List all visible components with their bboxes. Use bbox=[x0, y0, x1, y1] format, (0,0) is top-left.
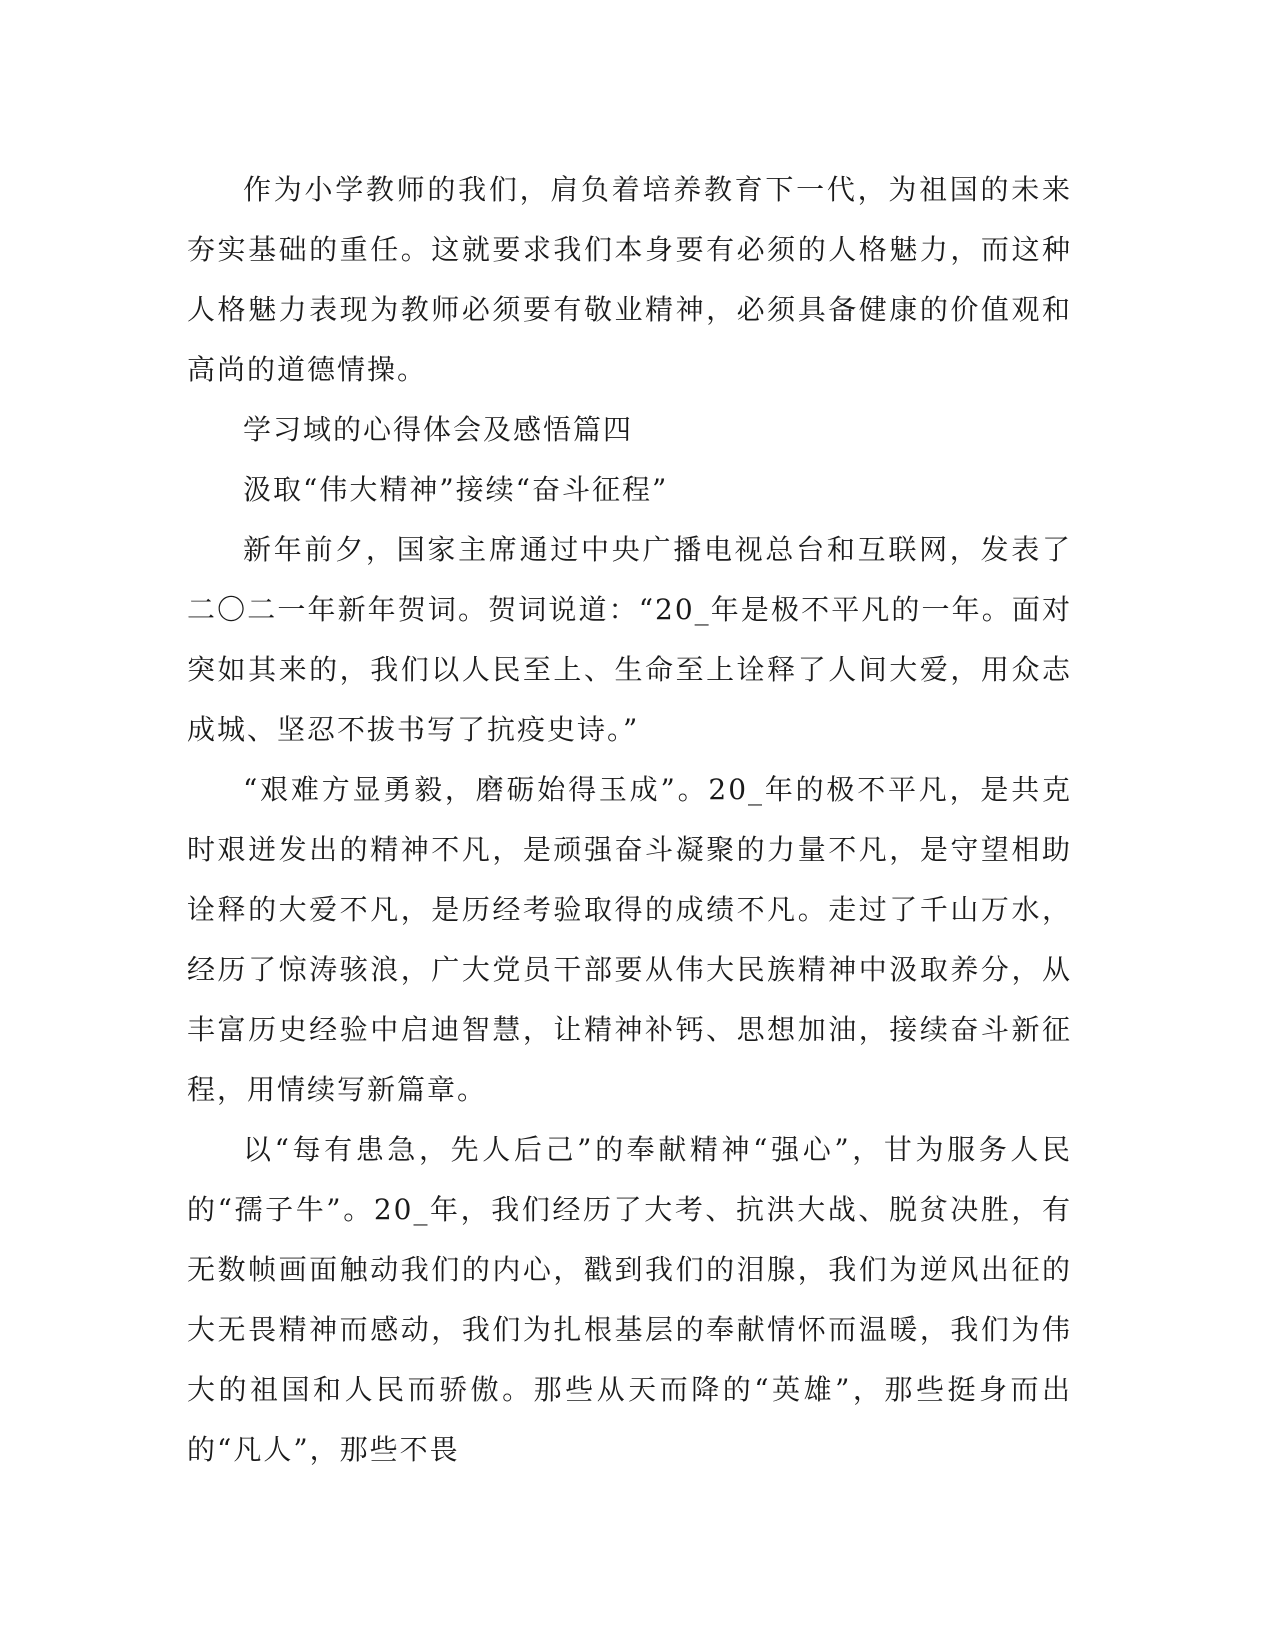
document-body bbox=[187, 160, 1072, 1480]
paragraph-dedication-spirit: 以“每有患急，先人后己”的奉献精神“强心”，甘为服务人民的“孺子牛”。20_年，我们经历了大考、抗洪大战、脱贫决胜，有无数帧画面触动我们的内心，戳到我们的泪腺，我们为逆风出征的大无畏精神而感动，我们为扎根基层的奉献情怀而温暖，我们为伟大的祖国和人民而骄傲。那些从天而降的“英雄”，那些挺身而出的“凡人”，那些不畏 bbox=[187, 1133, 1072, 1466]
section-subtitle: 汲取“伟大精神”接续“奋斗征程” bbox=[243, 473, 669, 506]
section-title: 学习域的心得体会及感悟篇四 bbox=[243, 413, 634, 446]
paragraph-new-year-address: 新年前夕，国家主席通过中央广播电视总台和互联网，发表了二〇二一年新年贺词。贺词说道：“20_年是极不平凡的一年。面对突如其来的，我们以人民至上、生命至上诠释了人间大爱，用众志成城、坚忍不拔书写了抗疫史诗。” bbox=[187, 533, 1072, 746]
paragraph-hardship-spirit: “艰难方显勇毅，磨砺始得玉成”。20_年的极不平凡，是共克时艰迸发出的精神不凡，是顽强奋斗凝聚的力量不凡，是守望相助诠释的大爱不凡，是历经考验取得的成绩不凡。走过了千山万水，经历了惊涛骇浪，广大党员干部要从伟大民族精神中汲取养分，从丰富历史经验中启迪智慧，让精神补钙、思想加油，接续奋斗新征程，用情续写新篇章。 bbox=[187, 773, 1072, 1106]
paragraph-teacher-responsibility: 作为小学教师的我们，肩负着培养教育下一代，为祖国的未来夯实基础的重任。这就要求我们本身要有必须的人格魅力，而这种人格魅力表现为教师必须要有敬业精神，必须具备健康的价值观和高尚的道德情操。 bbox=[187, 173, 1072, 386]
